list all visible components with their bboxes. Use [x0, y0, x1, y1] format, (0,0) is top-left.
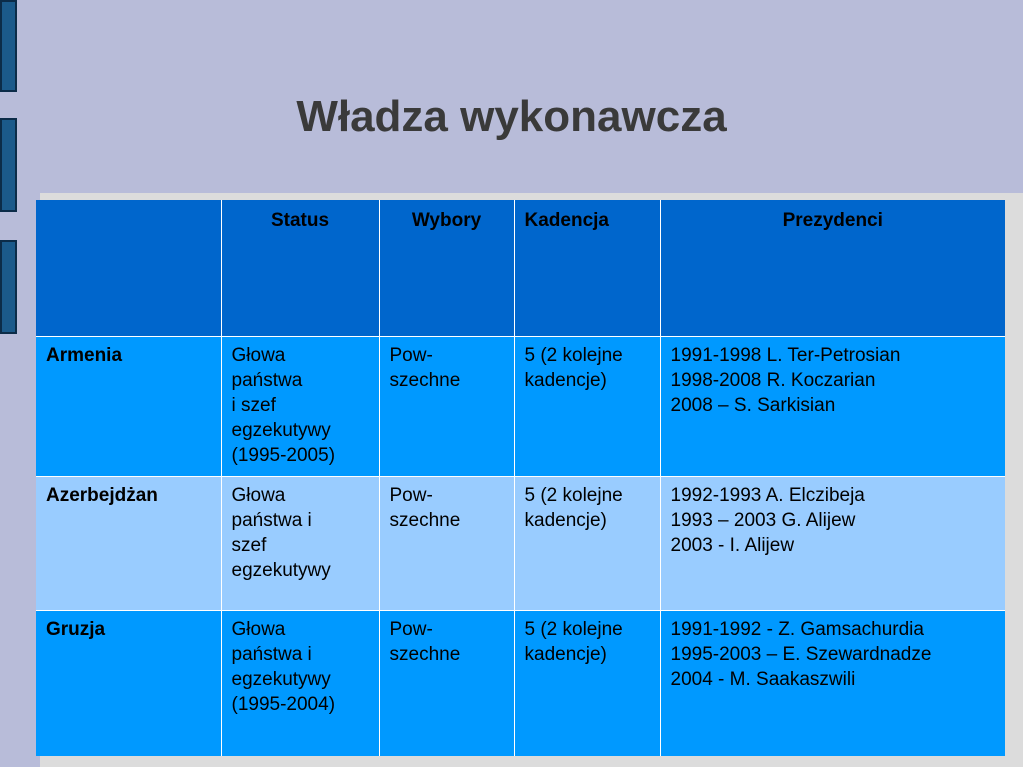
- kadencja-cell: [514, 477, 660, 611]
- side-decoration-block-3: [0, 240, 17, 334]
- president-line: 1991-1998 L. Ter-Petrosian: [670, 345, 901, 366]
- status-line: (1995-2005): [231, 445, 336, 466]
- kadencja-line: kadencje): [524, 370, 607, 391]
- status-line: (1995-2004): [231, 694, 336, 715]
- wybory-line: szechne: [389, 510, 461, 531]
- country-cell: Azerbejdżan: [36, 477, 221, 611]
- kadencja-cell: [514, 337, 660, 477]
- status-cell: [221, 337, 379, 477]
- slide-title: Władza wykonawcza: [296, 92, 727, 141]
- wybory-cell: [379, 337, 514, 477]
- status-line: państwa i: [231, 644, 312, 665]
- status-line: państwa: [231, 370, 303, 391]
- status-cell: [221, 611, 379, 757]
- president-line: 1991-1992 - Z. Gamsachurdia: [670, 619, 924, 640]
- status-line: Głowa: [231, 485, 286, 506]
- wybory-line: szechne: [389, 370, 461, 391]
- prezydenci-cell: [660, 611, 1005, 757]
- table-header-row: [36, 200, 1005, 337]
- header-cell-wybory: Wybory: [379, 200, 514, 337]
- president-line: 1995-2003 – E. Szewardnadze: [670, 644, 932, 665]
- status-line: i szef: [231, 395, 276, 416]
- status-line: Głowa: [231, 619, 286, 640]
- kadencja-line: kadencje): [524, 644, 607, 665]
- status-cell: [221, 477, 379, 611]
- header-cell-kadencja: Kadencja: [514, 200, 660, 337]
- status-line: Głowa: [231, 345, 286, 366]
- wybory-line: Pow-: [389, 619, 433, 640]
- side-decoration-block-1: [0, 0, 17, 92]
- table-row-armenia: [36, 337, 1005, 477]
- president-line: 2004 - M. Saakaszwili: [670, 669, 856, 690]
- kadencja-cell: [514, 611, 660, 757]
- kadencja-line: kadencje): [524, 510, 607, 531]
- kadencja-line: 5 (2 kolejne: [524, 485, 623, 506]
- president-line: 2003 - I. Alijew: [670, 535, 795, 556]
- prezydenci-cell: [660, 337, 1005, 477]
- status-line: szef: [231, 535, 267, 556]
- kadencja-line: 5 (2 kolejne: [524, 345, 623, 366]
- country-cell: Gruzja: [36, 611, 221, 757]
- wybory-cell: [379, 611, 514, 757]
- status-line: egzekutywy: [231, 669, 331, 690]
- table-row-gruzja: [36, 611, 1005, 757]
- president-line: 2008 – S. Sarkisian: [670, 395, 836, 416]
- wybory-line: Pow-: [389, 345, 433, 366]
- wybory-cell: [379, 477, 514, 611]
- wybory-line: szechne: [389, 644, 461, 665]
- status-line: egzekutywy: [231, 420, 331, 441]
- country-cell: Armenia: [36, 337, 221, 477]
- president-line: 1993 – 2003 G. Alijew: [670, 510, 856, 531]
- header-cell-prezydenci: Prezydenci: [660, 200, 1005, 337]
- table-row-azerbejdzan: [36, 477, 1005, 611]
- executive-power-table: [36, 200, 1005, 756]
- president-line: 1992-1993 A. Elczibeja: [670, 485, 865, 506]
- president-line: 1998-2008 R. Koczarian: [670, 370, 876, 391]
- status-line: państwa i: [231, 510, 312, 531]
- status-line: egzekutywy: [231, 560, 331, 581]
- header-cell-status: Status: [221, 200, 379, 337]
- prezydenci-cell: [660, 477, 1005, 611]
- wybory-line: Pow-: [389, 485, 433, 506]
- kadencja-line: 5 (2 kolejne: [524, 619, 623, 640]
- header-cell-empty: [36, 200, 221, 337]
